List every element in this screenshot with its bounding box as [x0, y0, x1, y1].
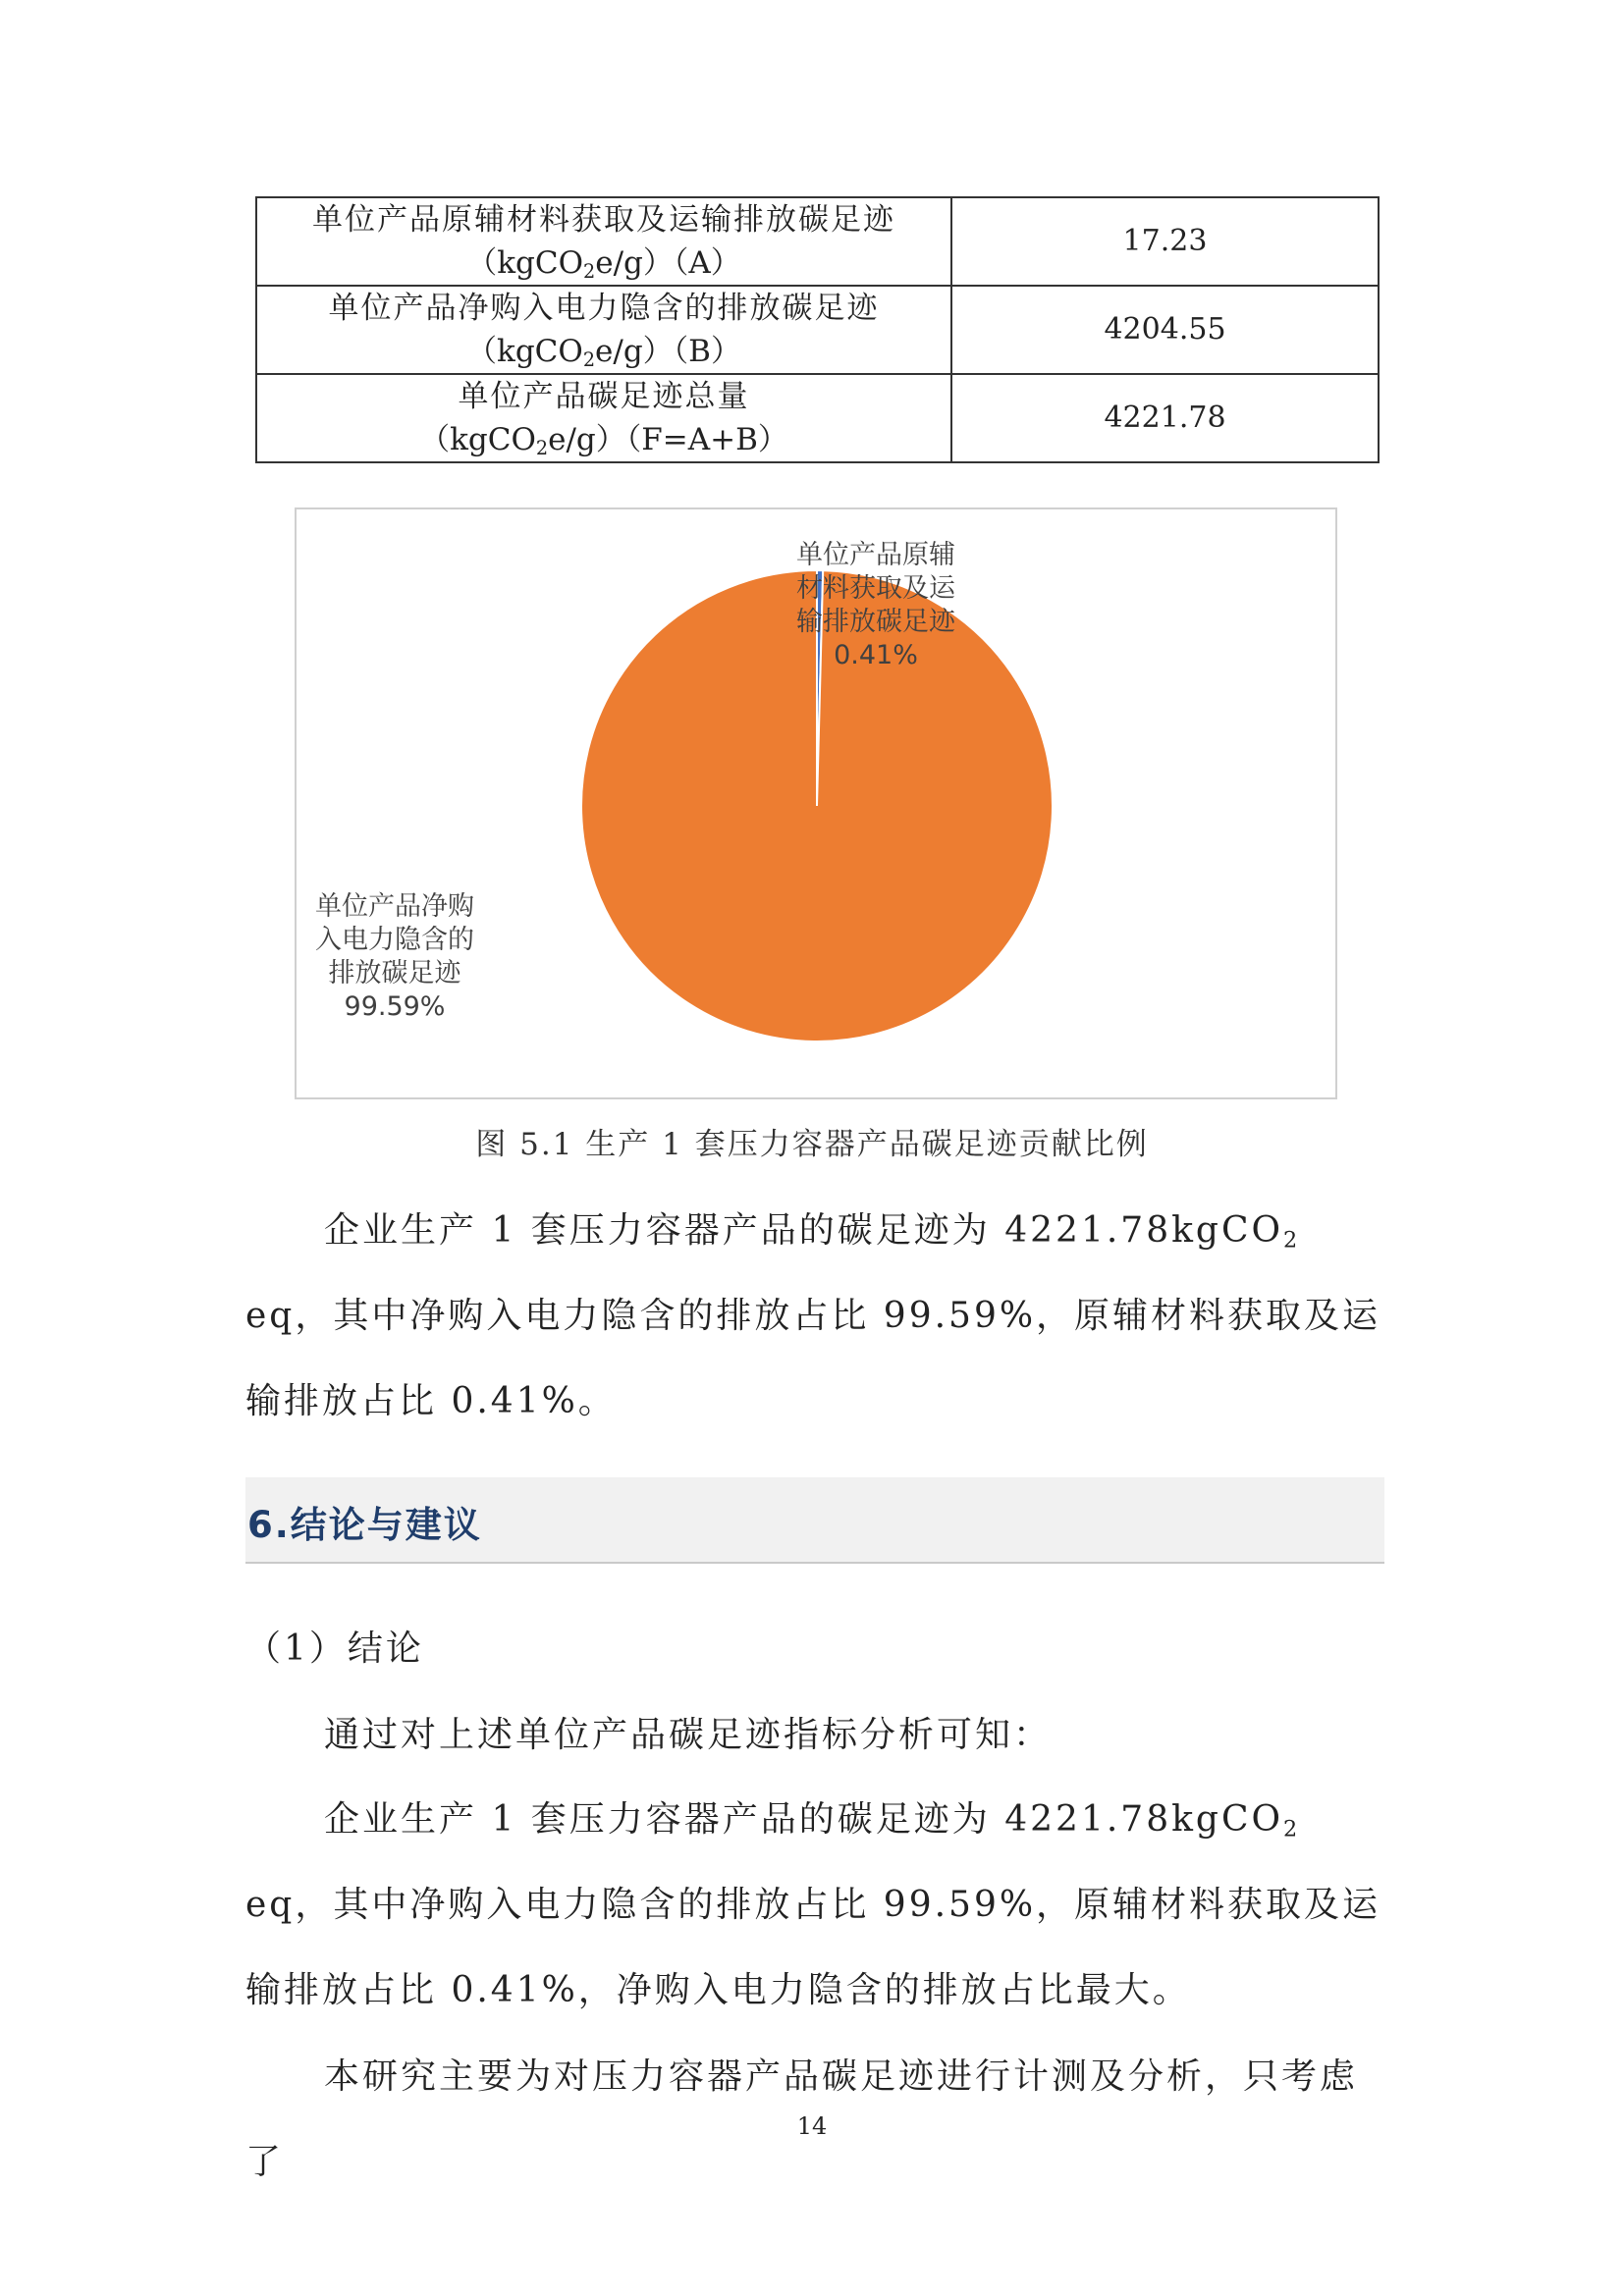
table-row — [256, 374, 1379, 462]
table-label-cell — [256, 286, 951, 374]
section-heading-text: 6.结论与建议 — [247, 1504, 482, 1546]
row-label: 单位产品原辅材料获取及运输排放碳足迹 — [312, 202, 895, 238]
figure-caption: 图 5.1 生产 1 套压力容器产品碳足迹贡献比例 — [475, 1127, 1149, 1162]
table-row — [256, 197, 1379, 286]
body-paragraph: 企业生产 1 套压力容器产品的碳足迹为 4221.78kgCO$_2$ eq，其中净购入电力隐含的排放占比 99.59%，原辅材料获取及运输排放占比 0.41%。 — [245, 1210, 1381, 1421]
pie-chart — [295, 507, 1337, 1099]
table-row — [256, 286, 1379, 374]
slice-percent: 0.41% — [834, 640, 918, 670]
slice-label-electricity: 单位产品净购 入电力隐含的 排放碳足迹 99.59% — [297, 890, 493, 1024]
row-label: 单位产品碳足迹总量 — [458, 379, 750, 414]
carbon-footprint-table — [255, 196, 1380, 463]
section-heading — [245, 1477, 1384, 1564]
slice-percent: 99.59% — [344, 991, 446, 1022]
table-label-cell — [256, 197, 951, 286]
row-unit: （kgCO$_2$e/g）（F=A+B） — [419, 422, 788, 459]
slice-label-materials: 单位产品原辅 材料获取及运 输排放碳足迹 0.41% — [748, 539, 1003, 672]
row-value: 4221.78 — [951, 374, 1379, 462]
body-paragraph: 通过对上述单位产品碳足迹指标分析可知： — [324, 1715, 1053, 1755]
page-number: 14 — [796, 2112, 828, 2140]
subsection-heading: （1）结论 — [245, 1629, 424, 1669]
row-value: 17.23 — [951, 197, 1379, 286]
body-paragraph: 企业生产 1 套压力容器产品的碳足迹为 4221.78kgCO$_2$ eq，其中净购入电力隐含的排放占比 99.59%，原辅材料获取及运输排放占比 0.41%，净购入电力隐含的排放占比最大。 — [245, 1799, 1381, 2010]
body-paragraph: 本研究主要为对压力容器产品碳足迹进行计测及分析，只考虑了 — [245, 2056, 1359, 2182]
row-label: 单位产品净购入电力隐含的排放碳足迹 — [328, 291, 880, 326]
row-unit: （kgCO$_2$e/g）（B） — [466, 334, 741, 371]
row-unit: （kgCO$_2$e/g）（A） — [466, 245, 741, 283]
table-label-cell — [256, 374, 951, 462]
row-value: 4204.55 — [951, 286, 1379, 374]
